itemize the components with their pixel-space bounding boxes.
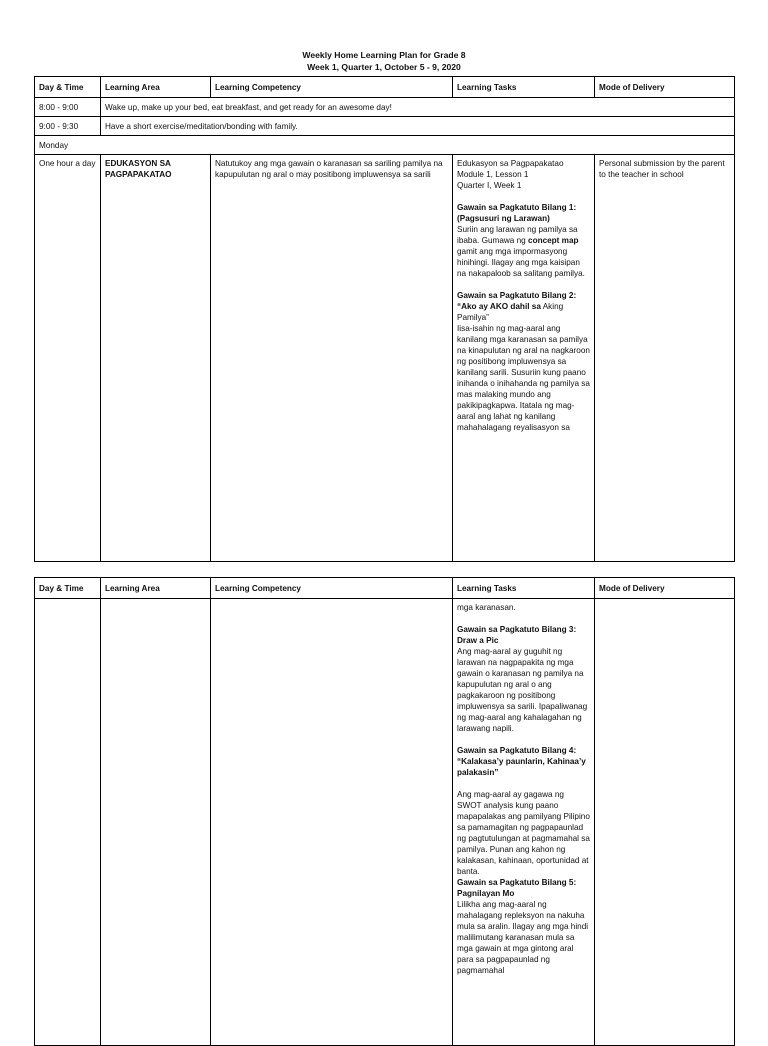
tasks-cell bbox=[453, 155, 595, 562]
task-title: Gawain sa Pagkatuto Bilang 4: “Kalakasa’y paunlarin, Kahinaa’y palakasin” bbox=[457, 746, 586, 777]
time-cell: One hour a day bbox=[35, 155, 101, 562]
table-header-row bbox=[35, 578, 735, 599]
time-cell: 9:00 - 9:30 bbox=[35, 117, 101, 136]
task-body: Ang mag-aaral ay gagawa ng SWOT analysis kung paano mapapalakas ang pamilyang Pilipino sa pamamagitan ng pagpapaunlad ng pagtutulungan at pagmamahal sa pamilya. Punan ang kahon ng kalakasan, kahinaan, oportunidad at banta. bbox=[457, 790, 590, 876]
table-row bbox=[35, 98, 735, 117]
page-title: Weekly Home Learning Plan for Grade 8 bbox=[302, 50, 466, 60]
header-mode-of-delivery: Mode of Delivery bbox=[595, 578, 735, 599]
delivery-cell: Personal submission by the parent to the teacher in school bbox=[595, 155, 735, 562]
time-cell: 8:00 - 9:00 bbox=[35, 98, 101, 117]
task-body: mga karanasan. bbox=[457, 603, 516, 612]
task-text: gamit ang mga impormasyong hinihingi. Ilagay ang mga kaisipan na nakapaloob sa salitang pamilya. bbox=[457, 247, 585, 278]
task-title-rest: Aking Pamilya” bbox=[457, 302, 564, 322]
header-learning-area: Learning Area bbox=[101, 578, 211, 599]
module-line: Module 1, Lesson 1 bbox=[457, 170, 529, 179]
page-subtitle: Week 1, Quarter 1, October 5 - 9, 2020 bbox=[307, 62, 461, 72]
task-title bbox=[457, 290, 590, 323]
header-learning-area: Learning Area bbox=[101, 77, 211, 98]
table-row bbox=[35, 117, 735, 136]
header-learning-competency: Learning Competency bbox=[211, 77, 453, 98]
competency-cell: Natutukoy ang mga gawain o karanasan sa sariling pamilya na kapupulutan ng aral o may positibong impluwensya sa sarili bbox=[211, 155, 453, 562]
task-body: Iisa-isahin ng mag-aaral ang kanilang mga karanasan sa pamilya na kinapulutan ng aral na nagkaroon ng positibong impluwensya sa kanilang sarili. Susuriin kung paano inihanda o inihahanda ng pamilya sa mas malaking mundo ang pakikipagkapwa. Itatala ng mag-aaral ang lahat ng kanilang mahahalagang reyalisasyon sa bbox=[457, 324, 590, 432]
task-title: Gawain sa Pagkatuto Bilang 3: Draw a Pic bbox=[457, 625, 577, 645]
task-body: Lilikha ang mag-aaral ng mahalagang repleksyon na nakuha mula sa aralin. Ilagay ang mga hindi malilimutang karanasan mula sa mga gawain at mga gintong aral para sa pagpapaunlad ng pagmamahal bbox=[457, 900, 589, 975]
delivery-cell bbox=[595, 599, 735, 1046]
task-text: Suriin ang larawan ng pamilya sa ibaba. Gumawa ng bbox=[457, 225, 578, 245]
tasks-cell bbox=[453, 599, 595, 1046]
task-body bbox=[457, 224, 590, 279]
task-emphasis: concept map bbox=[528, 236, 579, 245]
activity-cell: Have a short exercise/meditation/bonding with family. bbox=[101, 117, 735, 136]
table-header-row bbox=[35, 77, 735, 98]
activity-cell: Wake up, make up your bed, eat breakfast, and get ready for an awesome day! bbox=[101, 98, 735, 117]
learning-plan-table-continued bbox=[34, 577, 735, 1046]
task-title: Gawain sa Pagkatuto Bilang 5: Pagnilayan Mo bbox=[457, 878, 577, 898]
header-learning-tasks: Learning Tasks bbox=[453, 578, 595, 599]
module-line: Quarter I, Week 1 bbox=[457, 181, 522, 190]
header-day-time: Day & Time bbox=[35, 578, 101, 599]
header-learning-competency: Learning Competency bbox=[211, 578, 453, 599]
task-body: Ang mag-aaral ay guguhit ng larawan na nagpapakita ng mga gawain o karanasan ng pamilya na kapupulutan ng aral o ang pagkakaroon ng positibong impluwensya sa sarili. Ipapaliwanag ng mag-aaral ang kahalagahan ng larawang napili. bbox=[457, 647, 588, 733]
learning-plan-table bbox=[34, 76, 735, 562]
header-mode-of-delivery: Mode of Delivery bbox=[595, 77, 735, 98]
learning-area-cell: EDUKASYON SA PAGPAPAKATAO bbox=[101, 155, 211, 562]
day-cell: Monday bbox=[35, 136, 735, 155]
header-day-time: Day & Time bbox=[35, 77, 101, 98]
table-row bbox=[35, 599, 735, 1046]
table-row bbox=[35, 136, 735, 155]
learning-area-cell bbox=[101, 599, 211, 1046]
task-title-bold: Gawain sa Pagkatuto Bilang 2: “Ako ay AKO dahil sa bbox=[457, 291, 577, 311]
competency-cell bbox=[211, 599, 453, 1046]
task-title: Gawain sa Pagkatuto Bilang 1: (Pagsusuri ng Larawan) bbox=[457, 203, 577, 223]
time-cell bbox=[35, 599, 101, 1046]
module-line: Edukasyon sa Pagpapakatao bbox=[457, 159, 564, 168]
header-learning-tasks: Learning Tasks bbox=[453, 77, 595, 98]
table-row bbox=[35, 155, 735, 562]
